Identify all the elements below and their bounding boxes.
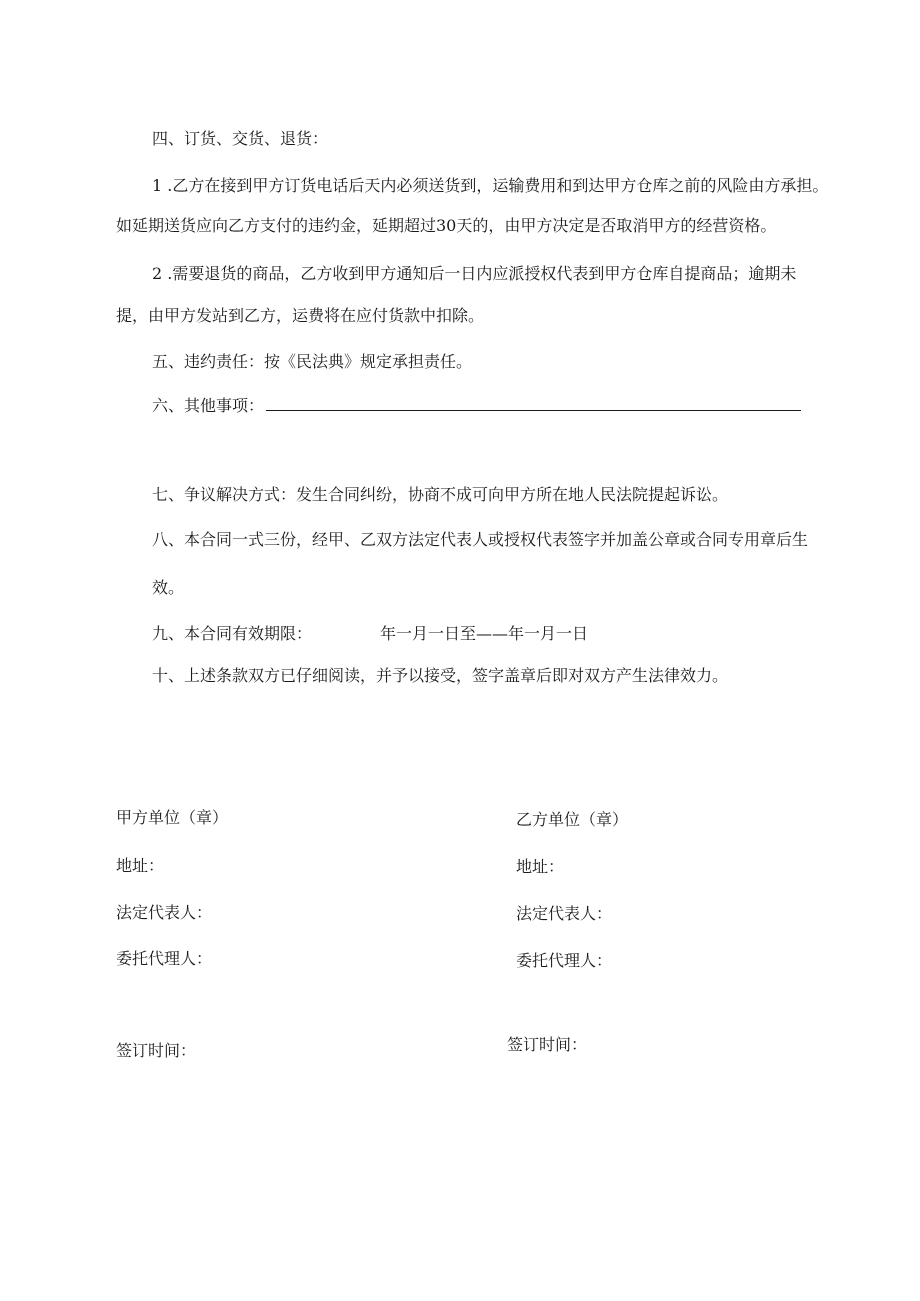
section8-line1: 八、本合同一式三份，经甲、乙双方法定代表人或授权代表签字并加盖公章或合同专用章后生 (152, 530, 809, 549)
section4-item1-line2: 如延期送货应向乙方支付的违约金，延期超过30天的，由甲方决定是否取消甲方的经营资格。 (116, 216, 777, 235)
section5-text: 五、违约责任：按《民法典》规定承担责任。 (152, 352, 473, 371)
section10-text: 十、上述条款双方已仔细阅读，并予以接受，签字盖章后即对双方产生法律效力。 (152, 666, 729, 685)
party-a-agent: 委托代理人： (116, 949, 213, 968)
party-b-unit: 乙方单位（章） (516, 810, 629, 829)
section6-row (152, 396, 801, 416)
section7-text: 七、争议解决方式：发生合同纠纷，协商不成可向甲方所在地人民法院提起诉讼。 (152, 485, 729, 504)
party-b-address: 地址： (516, 857, 565, 876)
section4-item2-line1: 2 .需要退货的商品，乙方收到甲方通知后一日内应派授权代表到甲方仓库自提商品；逾期未 (152, 264, 797, 283)
party-b-sign-time: 签订时间： (507, 1035, 588, 1054)
section4-heading: 四、订货、交货、退货： (152, 129, 329, 148)
section6-blank-line (266, 397, 801, 411)
party-a-sign-time: 签订时间： (116, 1041, 197, 1060)
section9-label: 九、本合同有效期限： (152, 624, 313, 643)
section4-item1-line1: 1 .乙方在接到甲方订货电话后天内必须送货到，运输费用和到达甲方仓库之前的风险由方承担。 (152, 176, 829, 195)
section4-item2-line2: 提，由甲方发站到乙方，运费将在应付货款中扣除。 (116, 306, 485, 325)
party-a-legal-rep: 法定代表人： (116, 903, 213, 922)
section8-line2: 效。 (152, 578, 185, 597)
party-b-legal-rep: 法定代表人： (516, 904, 613, 923)
party-a-unit: 甲方单位（章） (116, 808, 229, 827)
party-a-address: 地址： (116, 856, 165, 875)
section6-label: 六、其他事项： (152, 396, 265, 415)
party-b-agent: 委托代理人： (516, 951, 613, 970)
section9-term-value: 年一月一日至——年一月一日 (380, 624, 589, 643)
section9-row (152, 624, 588, 644)
